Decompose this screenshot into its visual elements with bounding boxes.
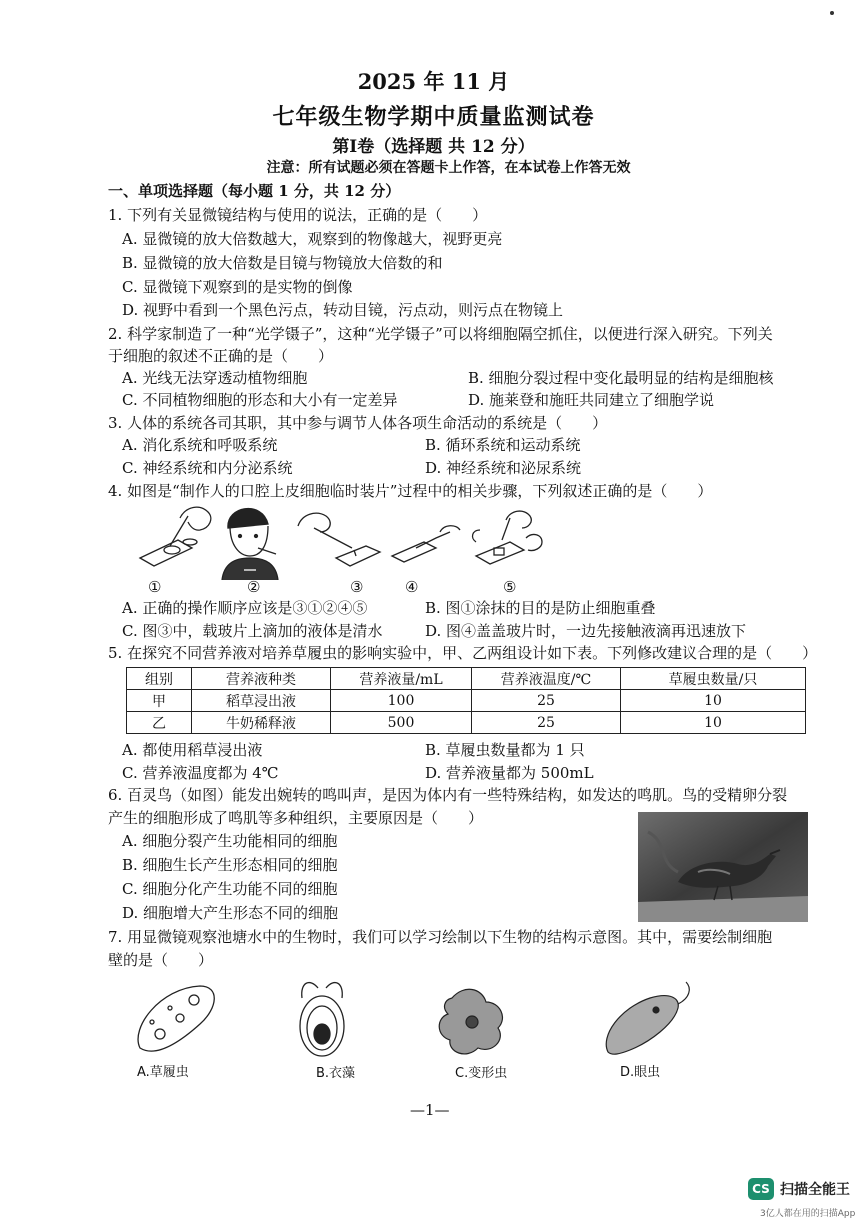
q6-stem-line1: 6. 百灵鸟（如图）能发出婉转的鸣叫声，是因为体内有一些特殊结构，如发达的鸣肌。鸟的受精卵分裂 (108, 786, 788, 804)
table-cell: 10 (621, 690, 806, 712)
table-header-cell: 营养液种类 (192, 668, 331, 690)
part-heading: 第Ⅰ卷（选择题 共 12 分） (332, 137, 535, 157)
q3-option-d: D. 神经系统和泌尿系统 (425, 459, 582, 477)
q7-label-b: B.衣藻 (316, 1066, 356, 1081)
table-header-cell: 组别 (127, 668, 192, 690)
q5-option-a: A. 都使用稻草浸出液 (122, 741, 263, 759)
q4-option-b: B. 图①涂抹的目的是防止细胞重叠 (425, 599, 656, 617)
watermark-brand: 扫描全能王 (780, 1182, 850, 1198)
step4-drawing (392, 526, 460, 562)
table-row (127, 690, 806, 712)
q5-option-c: C. 营养液温度都为 4℃ (122, 764, 279, 782)
q2-stem-line1: 2. 科学家制造了一种“光学镊子”，这种“光学镊子”可以将细胞隔空抓住，以便进行深入研究。下列关 (108, 325, 773, 343)
q2-option-d: D. 施莱登和施旺共同建立了细胞学说 (468, 391, 715, 409)
exam-date: 2025 年 11 月 (357, 69, 510, 94)
q1-option-d: D. 视野中看到一个黑色污点，转动目镜，污点动，则污点在物镜上 (122, 301, 564, 319)
euglena-drawing (606, 982, 689, 1054)
q3-option-a: A. 消化系统和呼吸系统 (122, 436, 278, 454)
q1-option-b: B. 显微镜的放大倍数是目镜与物镜放大倍数的和 (122, 254, 443, 272)
q7-label-d: D.眼虫 (620, 1065, 661, 1080)
table-cell: 乙 (127, 712, 192, 734)
table-cell: 100 (331, 690, 472, 712)
section-heading: 一、单项选择题（每小题 1 分，共 12 分） (108, 182, 401, 200)
q4-figure-label-3: ③ (350, 578, 364, 596)
lark-photo (638, 812, 808, 922)
step1-drawing (140, 507, 211, 566)
amoeba-drawing (439, 989, 502, 1054)
q3-option-c: C. 神经系统和内分泌系统 (122, 459, 293, 477)
table-cell: 25 (472, 712, 621, 734)
q2-stem-line2: 于细胞的叙述不正确的是（ ） (108, 347, 334, 365)
q6-option-b: B. 细胞生长产生形态相同的细胞 (122, 856, 338, 874)
q7-label-a: A.草履虫 (137, 1065, 189, 1080)
q1-stem: 1. 下列有关显微镜结构与使用的说法，正确的是（ ） (108, 206, 488, 224)
q4-figure-label-4: ④ (405, 578, 419, 596)
camscanner-logo: CS (748, 1178, 774, 1200)
q3-stem: 3. 人体的系统各司其职，其中参与调节人体各项生命活动的系统是（ ） (108, 414, 608, 432)
step5-drawing (473, 511, 542, 564)
notice: 注意：所有试题必须在答题卡上作答，在本试卷上作答无效 (266, 160, 631, 176)
table-cell: 500 (331, 712, 472, 734)
watermark-tagline: 3亿人都在用的扫描App (760, 1209, 856, 1219)
q7-stem-line1: 7. 用显微镜观察池塘水中的生物时，我们可以学习绘制以下生物的结构示意图。其中，需要绘制细胞 (108, 928, 773, 946)
q6-stem-line2: 产生的细胞形成了鸣肌等多种组织，主要原因是（ ） (108, 809, 484, 827)
q5-stem: 5. 在探究不同营养液对培养草履虫的影响实验中，甲、乙两组设计如下表。下列修改建议合理的是（ ） (108, 644, 818, 662)
q5-data-table (126, 667, 806, 734)
table-header-row (127, 668, 806, 690)
q2-option-b: B. 细胞分裂过程中变化最明显的结构是细胞核 (468, 369, 774, 387)
scan-speck (830, 11, 834, 15)
q4-figure-label-5: ⑤ (503, 578, 517, 596)
page-number: —1— (410, 1101, 450, 1119)
q4-option-d: D. 图④盖盖玻片时，一边先接触液滴再迅速放下 (425, 622, 747, 640)
table-cell: 稻草浸出液 (192, 690, 331, 712)
table-header-cell: 营养液量/mL (331, 668, 472, 690)
q3-option-b: B. 循环系统和运动系统 (425, 436, 581, 454)
q4-option-a: A. 正确的操作顺序应该是③①②④⑤ (122, 599, 368, 617)
step2-drawing (222, 509, 278, 580)
table-cell: 甲 (127, 690, 192, 712)
q4-stem: 4. 如图是“制作人的口腔上皮细胞临时装片”过程中的相关步骤，下列叙述正确的是（ ） (108, 482, 713, 500)
exam-title: 七年级生物学期中质量监测试卷 (272, 104, 595, 130)
q4-figure-label-2: ② (247, 578, 261, 596)
q6-option-d: D. 细胞增大产生形态不同的细胞 (122, 904, 339, 922)
table-row (127, 712, 806, 734)
table-cell: 10 (621, 712, 806, 734)
table-header-cell: 草履虫数量/只 (621, 668, 806, 690)
q6-option-c: C. 细胞分化产生功能不同的细胞 (122, 880, 338, 898)
q4-option-c: C. 图③中，载玻片上滴加的液体是清水 (122, 622, 383, 640)
table-cell: 25 (472, 690, 621, 712)
q4-figure-label-1: ① (148, 578, 162, 596)
q5-option-d: D. 营养液量都为 500mL (425, 764, 594, 782)
q6-option-a: A. 细胞分裂产生功能相同的细胞 (122, 832, 338, 850)
q2-option-c: C. 不同植物细胞的形态和大小有一定差异 (122, 391, 398, 409)
step3-drawing (298, 513, 380, 566)
q5-option-b: B. 草履虫数量都为 1 只 (425, 741, 585, 759)
q4-step-figures (130, 498, 560, 580)
q7-label-c: C.变形虫 (455, 1066, 508, 1081)
q7-organism-figures (130, 978, 710, 1060)
q7-stem-line2: 壁的是（ ） (108, 951, 214, 969)
chlamydomonas-drawing (300, 983, 344, 1056)
q2-option-a: A. 光线无法穿透动植物细胞 (122, 369, 308, 387)
paramecium-drawing (138, 986, 214, 1051)
table-cell: 牛奶稀释液 (192, 712, 331, 734)
table-header-cell: 营养液温度/℃ (472, 668, 621, 690)
q1-option-c: C. 显微镜下观察到的是实物的倒像 (122, 278, 353, 296)
q1-option-a: A. 显微镜的放大倍数越大，观察到的物像越大，视野更亮 (122, 230, 503, 248)
